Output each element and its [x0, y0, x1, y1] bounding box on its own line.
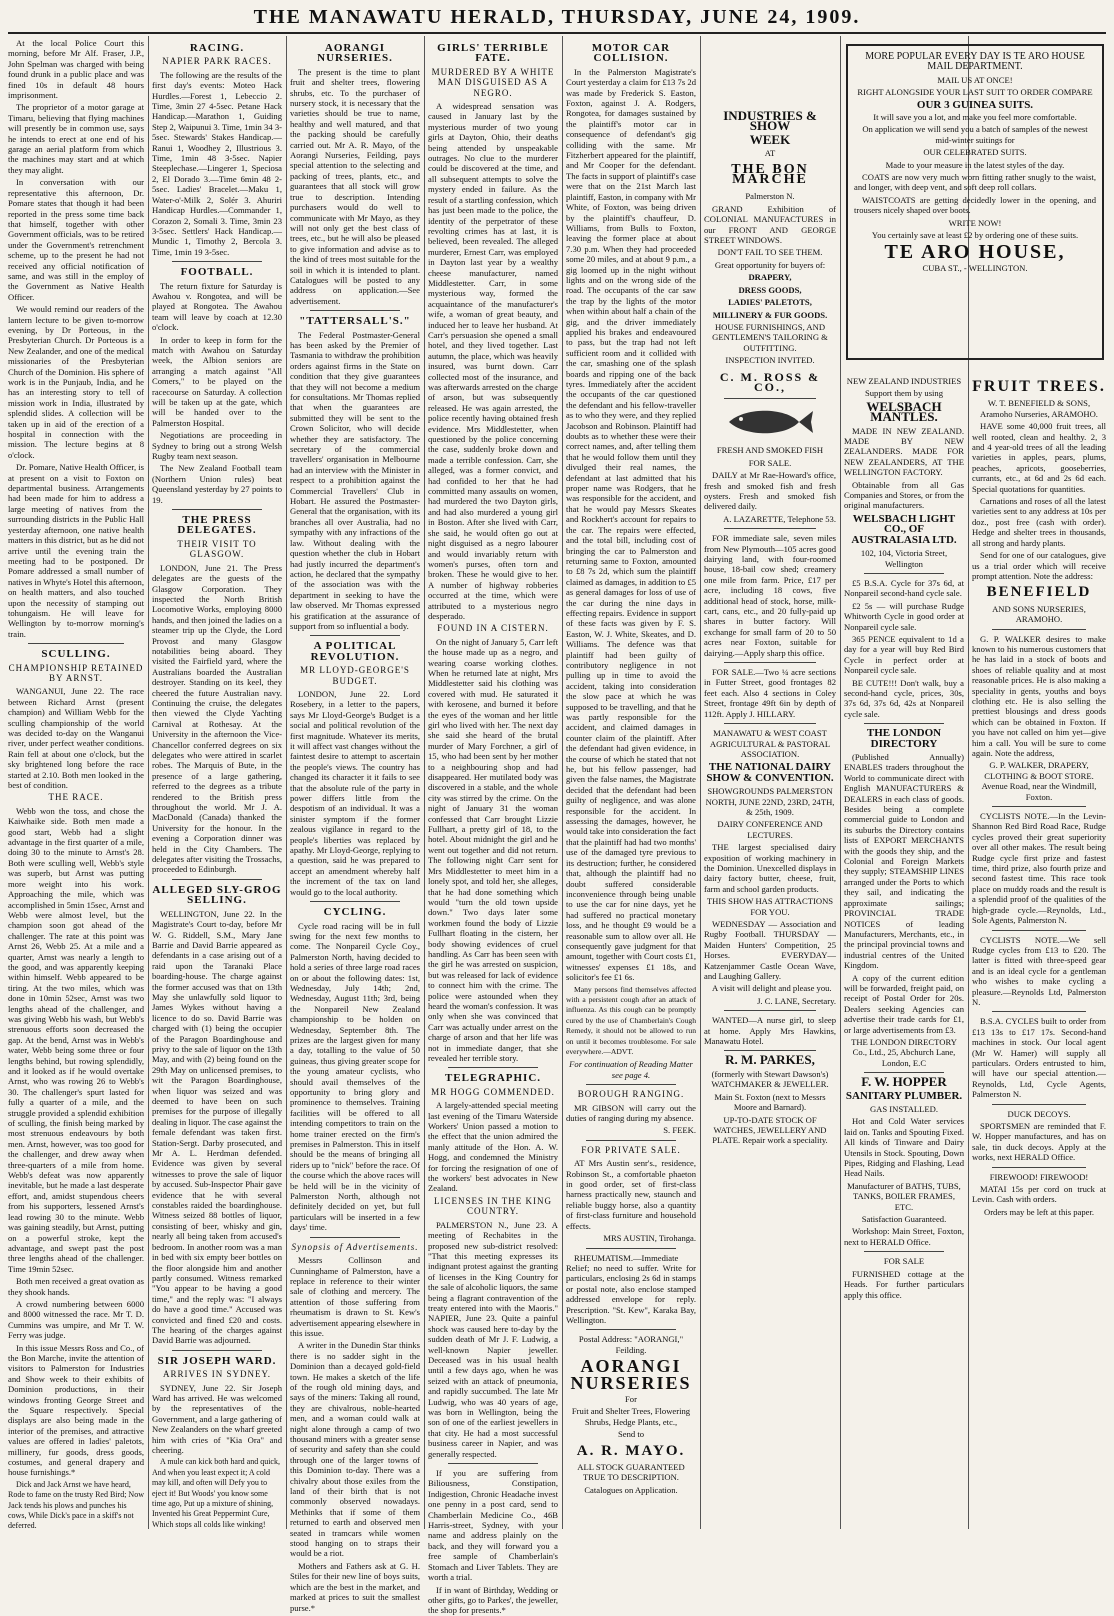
article-paragraph: Negotiations are proceeding in Sydney to bring out a strong Welsh Rugby team next season.	[152, 430, 282, 462]
article-paragraph: Messrs Collinson and Cunninghame of Palmerston, have a replace in reference to their winter sale of clothing and mercery. The attention of those suffering from rheumatism is drawn to St. Kew's advertisement appearing elsewhere in this issue.	[290, 1255, 420, 1338]
ad-title: OUR 3 GUINEA SUITS.	[916, 98, 1034, 111]
headline: RACING.	[189, 42, 245, 54]
divider	[448, 1067, 538, 1068]
divider	[864, 1251, 944, 1252]
ad-text: COATS are now very much worn fitting rather snugly to the waist, and longer, with deep vent, and soft deep roll collars.	[854, 172, 1096, 193]
ad-text: Send for one of our catalogues, give us a trial order which will receive prompt attention. Note the address:	[972, 550, 1106, 581]
ad-text: Catalogues on Application.	[584, 1484, 678, 1495]
article-paragraph: Webb won the toss, and chose the Kaiwhaike side. Both men made a good start, Webb had a slight advantage in the first quarter of a mile, doing 30 to the minute to Arnst's 28. Both were sculling well, Webb's style was superb, but Arnst was putting more weight into his work. Approaching the mile, which was accomplished in 5min 15sec, Arnst and Webb were almost level, but the champion soon got ahead of the challenger. The rate at this point was Arnst 26, Webb 25. At a mile and a quarter, Arnst was nearly a length to the good, and was apparently keeping within himself. Webb appeared to be tiring. At the two miles, which was done in 10min 52sec, Arnst was two lengths ahead of the challenger, and was giving Webb his wash, but Webb's strenuous efforts soon decreased the gap. At the bend, Arnst was in Webb's water, Webb being some three or four lengths behind, but rowing splendidly, and it looked as if he would overtake Arnst, who was rowing 26 to Webb's 30. The challenger's spurt lasted for fully a quarter of a mile, and the struggle provided a splendid exhibition of sculling, the finish being marked by most strenuous endeavours by both men. Arnst, however, was too good for the challenger, and drew away when three-quarters of a mile from home. Webb's defeat was now apparently inevitable, but he made a last desperate effort, and, amidst stupendous cheers from his supporters, lessened Arnst's lead rowing 30 to the minute. Webb was gaining steadily, but Arnst, putting on a powerful stroke, kept the advantage, and swept past the post three lengths ahead of the challenger. Time 19min 52sec.	[8, 805, 144, 1274]
subheadline: MURDERED BY A WHITE MAN DISGUISED AS A NEGRO.	[431, 66, 555, 98]
headline: TELEGRAPHIC.	[444, 1072, 542, 1085]
ad-text: WEDNESDAY — Association and Rugby Football. THURSDAY — Maiden Hunters' Competition, 25 Horses. EVERYDAY—Katzenjammer Castle Ocean Wave, and Laughing Gallery.	[704, 919, 836, 982]
headline: AORANGI NURSERIES.	[317, 42, 393, 65]
column-divider	[562, 36, 563, 1529]
column-4	[428, 38, 558, 1616]
ad-title: FRUIT TREES.	[972, 378, 1106, 395]
store-name: THE BON MARCHE	[731, 161, 809, 188]
ad-title: WELSBACH LIGHT CO., OF AUSTRALASIA LTD.	[851, 512, 957, 546]
ad-text: FOR immediate sale, seven miles from New Plymouth—105 acres good dairying land, with four-roomed house, 18-bail cow shed; creamery one mile from farm. Price, £17 per acre, including 18 cows, five additional head of stock, horse, milk-cart, cans, etc., and 20 fully-paid up shares in butter factory. Will exchange for small farm of 20 to 50 acres near Foxton, suitable for dairying.—Apply sharp this office.	[704, 533, 836, 658]
divider	[172, 261, 262, 262]
ad-text: 102, 104, Victoria Street, Wellington	[860, 548, 948, 569]
ad-text: Hot and Cold Water services laid on. Tanks and Spouting Fixed. All kinds of Tinware and Dairy Utensils in Stock. Spouting, Down Pipes, Ridging and Flashing, Lead Head Nails.	[844, 1116, 964, 1179]
ad-title: SANITARY PLUMBER.	[845, 1089, 963, 1102]
ad-signature: J. C. LANE, Secretary.	[757, 995, 836, 1006]
article-paragraph: WANGANUI, June 22. The race between Richard Arnst (present champion) and William Webb for the sculling championship of the world was decided to-day on the Wanganui river, under perfect weather conditions. Rain fell at about one o'clock, but the sky brightened long before the race started at 2.10. Both men looked in the best of condition.	[8, 686, 144, 791]
article-paragraph: A writer in the Dunedin Star thinks there is no sadder sight in the Dominion than a decayed gold-field town. He makes a sketch of the life of the rough old mining days, and says of the miners: Taking all round, they are chivalrous, noble-hearted men, and a woman could walk at night alone through a camp of two thousand miners with a greater sense of security and safety than she could through one of the larger towns of this Dominion to-day. There was a chivalry about those exiles from the land of their birth that is not commonly observed nowadays. Methinks that if some of them returned to earth and observed men seated in tramcars while women stood hanging on to straps their would be a riot.	[290, 1340, 420, 1559]
ad-list-item: MILLINERY & FUR GOODS.	[712, 309, 828, 320]
ad-heading: NEW ZEALAND INDUSTRIES	[846, 376, 962, 386]
ad-heading: FRESH AND SMOKED FISH	[716, 445, 824, 456]
ad-text: MR GIBSON will carry out the duties of ranging during my absence.	[566, 1102, 696, 1124]
divider	[586, 1084, 676, 1085]
column-1	[8, 38, 144, 1531]
ad-text: Obtainable from all Gas Companies and Stores, or from the original manufacturers.	[844, 479, 964, 511]
subheadline: ARRIVES IN SYDNEY.	[162, 1369, 272, 1380]
ad-title: NURSERIES	[570, 1372, 692, 1393]
ad-text: (formerly with Stewart Dawson's) WATCHMAKER & JEWELLER.	[711, 1068, 829, 1090]
ad-text: GAS INSTALLED.	[869, 1104, 939, 1114]
article-paragraph: In order to keep in form for the match with Awahou on Saturday week, the Albion seniors are arranging a match against "All Comers," to be played on the racecourse on Saturday. A collection will be taken up at the gate, which will be handed over to the Palmerston Hospital.	[152, 334, 282, 428]
ad-text: Workshop: Main Street, Foxton, next to HERALD Office.	[844, 1226, 964, 1247]
ad-title: F. W. HOPPER	[861, 1074, 947, 1090]
divider	[310, 635, 400, 636]
article-paragraph: Dr. Pomare, Native Health Officer, is at present on a visit to Foxton on departmental business. Arrangements had been made for him to address a large meeting of natives from the surrounding districts in the Public Hall yesterday afternoon, one native health matters in this district, but as he did not arrive until the evening train the meeting had to be postponed. Dr Pomare addressed a small number of natives in Whyte's Hotel this afternoon, on health matters, and also touched upon the necessity of stamping out tohungaism. He will leave for Wellington by to-morrow morning's train.	[8, 462, 144, 639]
ad-text: BE CUTE!!! Don't walk, buy a second-hand cycle, prices, 30s, 37s 6d, 37s 6d, 42s at Nonpareil cycle sale.	[844, 677, 964, 719]
masthead: THE MANAWATU HERALD, THURSDAY, JUNE 24, 1909.	[253, 6, 861, 28]
column-divider	[148, 36, 149, 1529]
article-paragraph: SYDNEY, June 22. Sir Joseph Ward has arrived. He was welcomed by the representatives of the Government, and a large gathering of New Zealanders on the wharf greeted him with cries of "Kia Ora" and cheering.	[152, 1382, 282, 1455]
column-divider	[286, 36, 287, 1529]
ad-heading: FOR SALE.	[748, 457, 792, 468]
ad-text: Orders may be left at this paper.	[983, 1206, 1094, 1217]
divider	[992, 930, 1086, 931]
column-divider	[700, 36, 701, 1529]
divider	[992, 1104, 1086, 1105]
ad-text: AND SONS NURSERIES, ARAMOHO.	[992, 603, 1086, 625]
te-aro-box	[846, 44, 1104, 360]
column-2	[152, 38, 282, 1528]
article-paragraph: If in want of Birthday, Wedding or other gifts, go to Parkes', the jeweller, the shop for presents.*	[428, 1584, 558, 1616]
ad-title: THE LONDON DIRECTORY	[866, 727, 942, 750]
ad-text: GRAND Exhibition of COLONIAL MANUFACTURES in our FRONT AND GEORGE STREET WINDOWS.	[704, 203, 836, 246]
column-8	[972, 376, 1106, 1526]
ad-text: Manufacturer of BATHS, TUBS, TANKS, BOILER FRAMES, ETC.	[847, 1180, 961, 1212]
ad-text: Main St. Foxton (next to Messrs Moore and Barnard).	[714, 1091, 826, 1113]
divider	[724, 723, 816, 724]
divider	[586, 1329, 676, 1330]
article-paragraph: We would remind our readers of the lantern lecture to be given to-morrow evening, by Dr Porteous, in the Presbyterian Church. Dr Porteous is a New Zealander, and one of the medical missionaries of the Presbyterian Church of the Dominion. His sphere of work is in the Punjaub, India, and he has an interesting story to tell of mission work in India, illustrated by splendid slides. A collection will be taken up in aid of the erection of a hospital in connection with the mission. The lecture begins at 8 o'clock.	[8, 304, 144, 460]
ad-title: INDUSTRIES & SHOW	[723, 108, 817, 134]
ad-text: AT	[764, 148, 776, 159]
ad-title: BENEFIELD	[986, 584, 1092, 601]
ad-list-item: LADIES' PALETOTS,	[728, 297, 812, 308]
article-paragraph: The Federal Postmaster-General has been asked by the Premier of Tasmania to withdraw the prohibition orders against firms in the State on condition that they give guarantees that they will not become a medium for consultations. Mr Thomas replied that when the guarantees are submitted they will be sent to the Crown Solicitor, who will decide whether they are satisfactory. The secretary of the commercial travellers' organisation in Melbourne had an interview with the Minister in respect to a prohibition against the Commercial Travellers' Club in Hobart. He assured the Postmaster-General that the organisation, with its branches all over Australia, had no sympathy with any infractions of the law. Without dealing with the question whether the club in Hobart had justly incurred the department's action, he declared that the sympathy of the association was with the department in seeking to have the law observed. Mr Thomas expressed his gratification at the assurance of support from so influential a body.	[290, 329, 420, 631]
ad-text: G. P. WALKER, DRAPERY, CLOTHING & BOOT STORE. Avenue Road, near the Windmill, Foxton.	[981, 760, 1097, 802]
column-divider	[424, 36, 425, 1529]
ad-text: INSPECTION INVITED.	[725, 355, 815, 366]
ad-text: RHEUMATISM.—Immediate Relief; no need to suffer. Write for particulars, enclosing 2s 6d in stamps or postal note, also enclose stamped addressed envelope for reply. Prescription. "St. Kew", Karaka Bay, Wellington.	[566, 1252, 696, 1325]
ad-text: ALL STOCK GUARANTEED TRUE TO DESCRIPTION.	[577, 1462, 685, 1483]
subheadline: THEIR VISIT TO GLASGOW.	[177, 538, 257, 560]
ad-text: Carnations and roses of all the latest varieties sent to any address at 10s per doz., post free (cash with order). Hedge and shelter trees in thousands, all strong and hardy plants.	[972, 496, 1106, 548]
article-paragraph: On the night of January 5, Carr left the house made up as a negro, and wearing coarse working clothes. When he returned late at night, Mrs Middlestetter said his clothing was covered with mud. He saturated it with kerosene, and burned it before the eyes of the woman and her little girl who lived with her. The next day she said she heard of the brutal murder of Mary Forchner, a girl of 15, who had been sent by her mother to a neighbouring shop and had disappeared. Her mutilated body was discovered in a stable, and the whole city was stirred by the crime. On the night of January 31 the woman confessed that Carr brought Lizzie Fullhart, a pretty girl of 18, to the hotel. About midnight the girl and he went out together and did not return. The following night Carr sent for Mrs Middlestetter to meet him in a lonely spot, and told her, she alleges, that he had done something which would "turn the old town upside down." Two days later some workmen found the body of Lizzie Fullhart floating in the cistern, her body showing evidences of cruel handling. As Carr has been seen with the girl he was arrested on suspicion, but was released for lack of evidence to connect him with the crime. The police were astounded when they heard the woman's confession. It was only when she was convinced that Carr was actually under arrest on the charge of arson and that her life was not in immediate danger, that she revealed her terrible story.	[428, 636, 558, 1063]
ad-text: £2 5s — will purchase Rudge Whitworth Cycle in good order at Nonpareil cycle sale.	[844, 600, 964, 632]
ad-text: THE largest specialised dairy exposition of working machinery in the Dominion. Unexcelled displays in dairy factory butter, cheese, fruit, farm and school garden products.	[704, 842, 836, 894]
ad-text: Send to	[617, 1429, 645, 1440]
ad-title: A. R. MAYO.	[576, 1442, 686, 1459]
column-3	[290, 38, 420, 1613]
article-paragraph: In conversation with our representative this afternoon, Dr. Pomare states that though it had been reported in the press some time back that himself, together with other Government officials, was to be retired under the Government's retrenchment scheme, up to the present he had not received any official notification of same, and was still in the employ of the Government as Native Health Officer.	[8, 177, 144, 302]
te-aro-ad	[844, 40, 1106, 370]
ad-text: Great opportunity for buyers of:	[714, 259, 826, 270]
column-5	[566, 38, 696, 1528]
ad-text: (Published Annually) ENABLES traders throughout the World to communicate direct with English MANUFACTURERS & DEALERS in each class of goods. Besides being a complete commercial guide to London and its suburbs the Directory contains lists of EXPORT MERCHANTS with the goods they ship, and the Colonial and Foreign Markets they supply; STEAMSHIP LINES arranged under the Ports to which they sail, and indicating the approximate sailings; PROVINCIAL TRADE NOTICES of leading Manufacturers, Merchants, etc., in the principal provincial towns and industrial centres of the United Kingdom.	[844, 752, 964, 971]
divider	[28, 643, 124, 644]
divider	[724, 398, 816, 399]
divider	[172, 879, 262, 880]
divider	[586, 1140, 676, 1141]
article-paragraph: Cycle road racing will be in full swing for the next few months to come. The Nonpareil Cycle Coy., Palmerston North, having decided to hold a series of three large road races on or about the following dates: 1st, Wednesday, July 14th; 2nd, Wednesday, August 11th; 3rd, being the Nonpareil New Zealand championship to be holden on Wednesday, September 8th. The prizes are the largest given for many a day, totalling to the value of 50 guineas, thus giving greater scope for the young amateur cyclists, who should avail themselves of the opportunity to bring glory and prominence to themselves. Training facilities will be offered to all intending competitors to train on the home trainer erected on the firm's premises in Palmerston. This in itself should be the means of bringing all riders up to "nick" before the race. Of the course which the above races will be held will be in the vicinity of Palmerston North, although not definitely decided on yet, but full particulars will be inserted in a few days' time.	[290, 920, 420, 1233]
ad-text: CYCLISTS NOTE.—In the Levin-Shannon Red Bird Road Race, Rudge cycles proved their great superiority over all other makes. The result being Rudge cycle first prize and fastest time, third prize, also fourth prize and second fastest time. This race took place on muddy roads and the result is a splendid proof of the qualities of the high-grade cycle.—Reynolds, Ltd., Sole Agents, Palmerston N.	[972, 811, 1106, 926]
ad-text: B.S.A. CYCLES built to order from £13 13s to £17 17s. Second-hand machines in stock. Our local agent (Mr W. Hamer) will supply all particulars. Orders entrusted to him, will have our special attention.—Reynolds, Ltd, Cycle Agents, Palmerston N.	[972, 1016, 1106, 1100]
ad-heading: BOROUGH RANGING.	[577, 1089, 685, 1100]
ad-list-item: DRESS GOODS,	[738, 284, 802, 295]
subheadline: FOUND IN A CISTERN.	[437, 623, 549, 634]
divider	[310, 310, 400, 311]
divider	[992, 1167, 1086, 1168]
divider	[724, 662, 816, 663]
ad-text: DON'T FAIL TO SEE THEM.	[717, 247, 823, 258]
ad-signature: S. FEEK.	[663, 1125, 696, 1136]
headline: GIRLS' TERRIBLE FATE.	[437, 42, 549, 65]
ad-text: SPORTSMEN are reminded that F. W. Hopper manufactures, and has on sale, tin duck decoys. Apply at the works, next HERALD Office.	[972, 1121, 1106, 1163]
headline: CYCLING.	[323, 906, 387, 919]
article-paragraph: At the local Police Court this morning, before Mr Alf. Fraser, J.P., John Spelman was charged with being found drunk in a public place and was fined 10s in default 48 hours imprisonment.	[8, 38, 144, 101]
ad-text: FURNISHED cottage at the Heads. For further particulars apply this office.	[844, 1268, 964, 1300]
article-paragraph: A largely-attended special meeting last evening of the Timaru Waterside Workers' Union passed a motion to the effect that the union admired the manly attitude of the Hon. A. W. Hogg, and condemned the Ministry for forcing the resignation of one of the workers' best advocates in New Zealand.	[428, 1100, 558, 1194]
divider	[172, 509, 262, 510]
divider	[172, 1350, 262, 1351]
column-divider	[840, 36, 841, 1529]
article-paragraph: The New Zealand Football team (Northern Union rules) beat Queensland yesterday by 27 points to 19.	[152, 463, 282, 505]
ad-text: G. P. WALKER desires to make known to his numerous customers that he has laid in a stock of boots and shoes of reliable quality and at most reasonable prices. He is also making a speciality in gents, youths and boys clothing etc. He is also selling the prettiest blousings and dress goods which can be obtained in Foxton. If you have not called on him yet—give him a call. You will be sure to come again. Note the address,	[972, 633, 1106, 758]
store-name: TE ARO HOUSE,	[884, 240, 1066, 263]
ad-text: For	[625, 1393, 637, 1404]
headline: SIR JOSEPH WARD.	[157, 1354, 277, 1367]
article-paragraph: WELLINGTON, June 22. In the Magistrate's Court to-day, before Mr W. G. Riddell, S.M., Mary Jane Barrie and David Barrie appeared as defendants in a case arising out of a raid upon the Taranaki Place boarding-house. The charge against the former accused was that on 13th May she unlawfully sold liquor to James Wykes without having a licence to do so. David Barrie was charged with (1) being the occupier of the Paragon Boardinghouse and privy to the sale of liquor on the 13th May, and with (2) being found on the 29th May on unlicensed premises, to wit the Paragon Boardinghouse, when liquor was seized and was deemed to have been on such premises for the purpose of illegally dealing in liquor. The case against the female defendant was taken first. Station-Sergt. Darby prosecuted, and Mr A. L. Herdman defended. Evidence was given by several witnesses to prove the sale of liquor by accused. Sub-Inspector Phair gave evidence that he with several constables raided the boardinghouse. Witness seized 88 bottles of liquor, consisting of beer, whisky and gin, nearly all being taken from accused's bedroom. In another room was a man in bed with six empty beer bottles on the floor alongside him and another partly consumed. Witness remarked "You appear to be having a good time," and the reply was: "I always do have a good time." Accused was convicted and fined £20 and costs. The hearing of the charges against David Barrie was adjourned.	[152, 908, 282, 1346]
ad-heading: FOR SALE	[883, 1256, 925, 1267]
headline: SCULLING.	[41, 648, 111, 661]
ad-text: DAILY at Mr Rae-Howard's office, fresh and smoked fish and fresh oysters. Fresh and smoked fish delivered daily.	[704, 470, 836, 512]
divider	[724, 528, 816, 529]
article-paragraph: Many persons find themselves affected with a persistent cough after an attack of influenza. As this cough can be promptly cured by the use of Chamberlain's Cough Remedy, it should not be allowed to run on until it becomes troublesome. For sale everywhere.—ADVT.	[566, 984, 696, 1056]
article-paragraph: The proprietor of a motor garage at Timaru, believing that flying machines will presently be in common use, says he intends to erect at one end of his garage an aerial platform from which the machines may start and at which they may alight.	[8, 102, 144, 175]
headline: MOTOR CAR COLLISION.	[591, 42, 671, 65]
divider	[724, 1050, 816, 1051]
divider	[448, 1463, 538, 1464]
divider	[864, 723, 944, 724]
article-paragraph: A widespread sensation was caused in January last by the mysterious murder of two young girls at Dayton, Ohio, their deaths being attended by unspeakable outrages. No clue to the murderer could be discovered at the time, and all subsequent attempts to solve the mystery ended in failure. As the result of a startling confession, which has just been made to the police, the identity of the perpetrator of these revolting crimes has at last, it is believed, been revealed. The alleged murderer, Ernest Carr, was employed in Dayton last year by a wealthy cheese manufacturer, named Middlestetter. Carr, in some mysterious way, formed the acquaintance of the manufacturer's wife, a woman of great beauty, and induced her to leave her husband. At Carr's persuasion she opened a small hotel, and they lived together. Last autumn, the place, which was heavily insured, was burnt down. Carr collected most of the insurance, and was afterwards arrested on the charge of arson, but was subsequently released. He was again arrested, the police recently having obtained fresh evidence. Mrs Middlestetter, when questioned by the police concerning the case, suddenly broke down and made a terrible confession. Carr, she alleged, was a former convict, and had confided to her that he had committed many assaults on women, had murdered the two Dayton girls, and had also murdered a young girl in Boston. After she lived with Carr, she said, he would often go out at night disguised as a negro labourer and would invariably return with women's purses, often torn and broken. These he would give to her. A number of highway robberies occurred at the time, which were attributed to a mysterious negro desperado.	[428, 101, 558, 621]
headline: "TATTERSALL'S."	[299, 315, 411, 328]
ad-text: MAIL US AT ONCE!	[937, 74, 1013, 85]
ad-text: It will save you a lot, and make you feel more comfortable.	[873, 112, 1077, 123]
ad-text: DAIRY CONFERENCE AND LECTURES.	[717, 819, 823, 840]
ad-text: W. T. BENEFIELD & SONS, Aramoho Nurseries, ARAMOHO.	[980, 398, 1098, 419]
ad-text: Satisfaction Guaranteed.	[861, 1214, 947, 1225]
ad-text: CYCLISTS NOTE.—We sell Rudge cycles from £13 to £20. The latter is fitted with three-speed gear and is an ideal cycle for a gentleman who wishes to make cycling a pleasure.—Reynolds Ltd, Palmerston N.	[972, 934, 1106, 1007]
ad-text: OUR CELEBRATED SUITS.	[923, 147, 1027, 158]
ad-heading: DUCK DECOYS.	[1007, 1108, 1071, 1119]
ad-text: You certainly save at least £2 by ordering one of these suits.	[871, 230, 1079, 241]
ad-text: HAVE some 40,000 fruit trees, all well rooted, clean and healthy. 2, 3 and 4 year-old trees of all the leading varieties in apples, pears, plums, peaches, apricots, gooseberries, currants, etc., at 6d and 2s 6d each. Special quotations for quantities.	[972, 421, 1106, 494]
divider	[992, 629, 1086, 630]
headline: A POLITICAL REVOLUTION.	[310, 640, 400, 663]
divider	[864, 1072, 944, 1073]
ad-text: SHOWGROUNDS PALMERSTON NORTH, JUNE 22ND, 23RD, 24TH, & 25th, 1909.	[705, 786, 835, 817]
column-6	[704, 38, 836, 1528]
ad-title: WELSBACH MANTLES.	[866, 398, 942, 425]
ad-text: CUBA ST., - WELLINGTON.	[922, 262, 1028, 273]
ad-title: C. M. ROSS & CO.,	[719, 369, 821, 394]
ad-text: Fruit and Shelter Trees, Flowering Shrubs, Hedge Plants, etc.,	[571, 1406, 691, 1427]
continuation-note: For continuation of Reading Matter see page 4.	[569, 1059, 693, 1080]
ad-list-item: DRAPERY,	[748, 272, 792, 283]
divider	[724, 1010, 816, 1011]
subheadline: MR LLOYD-GEORGE'S BUDGET.	[300, 665, 410, 686]
headline: THE PRESS DELEGATES.	[177, 514, 257, 537]
ad-title: THE NATIONAL DAIRY SHOW & CONVENTION.	[706, 761, 834, 784]
ad-text: UP-TO-DATE STOCK OF WATCHES, JEWELLERY AND PLATE. Repair work a speciality.	[712, 1114, 828, 1146]
article-paragraph: Both men received a great ovation as they shook hands.	[8, 1276, 144, 1297]
subheadline: MR HOGG COMMENDED.	[431, 1086, 555, 1097]
ad-text: A copy of the current edition will be forwarded, freight paid, on receipt of Postal Order for 20s. Dealers seeking Agencies can advertise their trade cards for £1, or large advertisements from £3.	[844, 972, 964, 1035]
column-7	[844, 376, 964, 1526]
article-paragraph: LONDON, June 21. The Press delegates are the guests of the Glasgow Corporation. They inspected the North British Locomotive Works, employing 8000 hands, and then joined the ladies on a steamer trip up the Clyde, the Lord Provost and many Glasgow notabilities being aboard. They visited the Fairfield yard, where the Australians boarded the Australian destroyer. Standing on its keel, they cheered the future Australian navy. Continuing the cruise, the delegates then viewed the Clyde Yachting Carnival at Rothesay. At the University in the afternoon the Vice-Chancellor conferred degrees on six delegates who were attired in scarlet robes. The Marquis of Bute, in the presence of a large gathering, referred to the degrees as a tribute rendered to the British press throughout the world. Mr J. A. MacDonald (Canada) thanked the University for the honour. In the evening a Corporation dinner was held in the City Chambers. The delegates after visiting the Trossachs, proceeded to Edinburgh.	[152, 562, 282, 875]
ad-text: 365 PENCE equivalent to 1d a day for a year will buy Red Bird Cycle in perfect order at Nonpareil cycle sale.	[844, 633, 964, 676]
ad-text: MADE IN NEW ZEALAND. MADE BY NEW ZEALANDERS. MADE FOR NEW ZEALANDERS, AT THE WELLINGTON FACTORY.	[844, 425, 964, 478]
divider	[992, 806, 1086, 807]
ad-text: HOUSE FURNISHINGS, AND GENTLEMEN'S TAILORING & OUTFITTING.	[712, 321, 828, 353]
divider	[310, 901, 400, 902]
masthead-rule	[8, 32, 1106, 34]
ad-text: RIGHT ALONGSIDE YOUR LAST SUIT TO ORDER COMPARE	[857, 87, 1093, 98]
ad-text: A visit will delight and please you.	[712, 983, 832, 994]
fish-icon	[725, 405, 815, 439]
ad-text: Palmerston N.	[745, 191, 795, 202]
subheadline: LICENSES IN THE KING COUNTRY.	[433, 1195, 553, 1217]
ad-signature: A. LAZARETTE, Telephone 53.	[723, 513, 836, 524]
article-paragraph: In this issue Messrs Ross and Co., of the Bon Marche, invite the attention of visitors to Palmerston for Industries and Show week to their exhibits of Dominion productions, in their windows fronting George Street and the Square respectively. Special displays are also being made in the interior of the premises, and attractive values are offered in ladies' paletots, millinery, fur goods, dress goods, costumes, and general drapery and house furnishings.*	[8, 1342, 144, 1478]
article-paragraph: The present is the time to plant fruit and shelter trees, flowering shrubs, etc. To the purchaser of nursery stock, it is necessary that the varieties should be true to name, healthy and well matured, and that the packing should be carefully carried out. Mr A. R. Mayo, of the Aorangi Nurseries, Feilding, pays special attention to the selecting and packing of trees, plants, etc., and guarantees that all stock will grow true to description. Intending purchasers would do well to communicate with Mr Mayo, as they will not only get the best class of trees, etc., but he will also be pleased to give information and advise as to the kind of trees most suitable for the soil in which it is intended to plant. Catalogues will be posted to any address on application.—See advertisement.	[290, 66, 420, 306]
ad-text: £5 B.S.A. Cycle for 37s 6d, at Nonpareil second-hand cycle sale.	[844, 577, 964, 599]
article-paragraph: A crowd numbering between 6000 and 8000 witnessed the race. Mr T. D. Cummins was umpire, and Mr T. W. Ferry was judge.	[8, 1298, 144, 1341]
subheadline: NAPIER PARK RACES.	[162, 56, 272, 67]
ad-text: On application we will send you a batch of samples of the newest mid-winter suitings for	[862, 124, 1088, 145]
ad-heading: FOR PRIVATE SALE.	[581, 1144, 681, 1155]
ad-heading: FIREWOOD! FIREWOOD!	[989, 1171, 1089, 1182]
poem: A mule can kick both hard and quick, And when you least expect it; A cold may kill, and often will Defy you to eject it! But Woods' you know some time ago, Put up a mixture of shining, Invented his Great Peppermint Cure, Which stops all colds like winking!	[152, 1457, 280, 1529]
subheadline: THE RACE.	[48, 792, 104, 803]
ad-title: WEEK	[749, 131, 791, 147]
ad-title: AORANGI	[580, 1356, 682, 1377]
ad-text: AT Mrs Austin senr's., residence, Robinson St., a comfortable phaeton in good order, set of first-class harness practically new, staunch and reliable buggy horse, also a quantity of first-class furniture and household effects.	[566, 1158, 696, 1231]
article-paragraph: LONDON, June 22. Lord Rosebery, in a letter to the papers, says Mr Lloyd-George's Budget is a social and political revolution of the first magnitude. Whatever its merits, it will affect vast changes without the faintest desire to attempt to ascertain the people's views. The country has changed its character it it fails to see that the absolute rule of the party in power differs little from the despotism of an individual. It was a sinister symptom if the former zealous vigilance in regard to the people's liberties was replaced by apathy. Mr Lloyd-George, replying to a question, said he was prepared to accept an amendment whereby half the increment of the tax on land would go to the local authority.	[290, 688, 420, 897]
article-paragraph: If you are suffering from Biliousness, Constipation, Indigestion, Chronic Headache invest one penny in a post card, send to Chamberlain Medicine Co., 46B Harris-street, Sydney, with your name and address plainly on the back, and they will forward you a free sample of Chamberlain's Stomach and Liver Tablets. They are worth a trial.	[428, 1468, 558, 1583]
headline: FOOTBALL.	[180, 266, 254, 279]
ad-heading: MORE POPULAR EVERY DAY IS TE ARO HOUSE MAIL DEPARTMENT.	[865, 51, 1085, 73]
ad-signature: MRS AUSTIN, Tirohanga.	[603, 1233, 696, 1244]
ad-text: WANTED—A nurse girl, to sleep at home. Apply Mrs Hawkins, Manawatu Hotel.	[704, 1015, 836, 1047]
headline: ALLEGED SLY-GROG SELLING.	[152, 883, 282, 907]
article-paragraph: The return fixture for Saturday is Awahou v. Rongotea, and will be played at Rongotea. The Awahou team will leave by coach at 12.30 o'clock.	[152, 280, 282, 333]
ad-text: THE LONDON DIRECTORY Co., Ltd., 25, Abchurch Lane, London, E.C	[851, 1036, 957, 1068]
ad-text: WRITE NOW!	[948, 217, 1002, 228]
divider	[310, 1237, 400, 1238]
divider	[864, 573, 944, 574]
article-paragraph: PALMERSTON N., June 23. A meeting of Rechabites in the proposed new sub-district resolved: "That this meeting expresses its indignant protest against the granting of licenses in the King Country for the sale of alcoholic liquors, the same being a flagrant contravention of the treaty entered into with the Maoris." NAPIER, June 23. Quite a painful shock was caused here to-day by the sudden death of Mr J. F. Ludwig, a well-known Napier jeweller. Deceased was in his usual health until a few days ago, when he was seized with an attack of pneumonia, and rapidly succumbed. The late Mr Ludwig, who was 40 years of age, was born in Wellington, being the son of one of the earliest jewellers in that city. He had a most successful business career in Napier, and was generally respected.	[428, 1219, 558, 1459]
ad-text: Postal Address: "AORANGI," Feilding.	[578, 1334, 684, 1355]
subheadline: Synopsis of Advertisements.	[291, 1241, 419, 1252]
divider	[992, 1011, 1086, 1012]
subheadline: CHAMPIONSHIP RETAINED BY ARNST.	[8, 662, 144, 683]
ad-title: R. M. PARKES,	[725, 1052, 815, 1068]
article-paragraph: In the Palmerston Magistrate's Court yesterday a claim for £13 7s 2d was made by Frederick S. Easton, Foxton, against J. A. Rodgers, Rongotea, for damages sustained by the plaintiff's motor car in consequence of defendant's gig colliding with the same. Mr Fitzherbert appeared for the plaintiff, and Mr Cooper for the defendant. The facts in support of plaintiff's case were that on the 21st March last plaintiff, Easton, in company with Mr White, of Foxton, was being driven by the plaintiff's chauffeur, D. Williams, from Bulls to Foxton, leaving the former place at about 7.30 p.m. When they had proceeded some 20 miles, and at about 9 p.m., a gig loomed up in the night without lights and on the wrong side of the road. The occupants of the car saw the trap by the lights of the motor when within about half a chain of the gig, and the driver immediately applied his brakes and endeavoured to pass, but the trap had not left sufficient room and it collided with the car, smashing one of the splash boards and ripping one of the back tyres. Immediately after the accident the occupants of the car questioned the defendant and his fellow-traveller as to who they were, and they replied Jacobson and Robinson. Plaintiff had doubts as to whether these were their correct names, and, after telling them that he would follow them until they divulged their real names, the defendant at last admitted that his proper name was Rodgers, that he was responsible for the accident, and that he would pay Messrs Skeates and Rockhert's account for repairs to the car. The repairs were effected, and the total bill, including cost of bringing the car to Palmerston and returning same to Foxton, amounted to £8 7s 2d, which sum the plaintiff claimed as damages, in addition to £5 as general damages for loss of use of the car during the nine days in effecting repairs. Evidence in support of these facts was given by F. S. Easton, W. J. White, Skeates, and D. Williams. The defence was that plaintiff had been guilty of contributory negligence in not pulling up in time to avoid the accident, taking into consideration the slow pace at which he was supposed to be travelling, and that he was partly responsible for the accident, and claimed damages in counter claim of the plaintiff. After the defendant had given evidence, in the course of which he stated that not he, but his fellow passenger, had given the false names, the Magistrate decided that the defendant had been guilty of negligence, and was alone responsible for the accident. In assessing the damages, however, he would take into consideration the fact that the plaintiff had had two months' use of the damaged tyre previous to its destruction; further, he considered that, although the plaintiff had no doubt suffered considerable inconvenience through being unable to use the car for nine days, yet he had suffered no practical monetary loss, and he thought £9 would be a reasonable sum to allow over all. He consequently gave judgment for that amount, together with Court costs £1, witnesses' expenses £1 18s, and solicitor's fee £1 6s.	[566, 66, 696, 983]
ad-text: MATAI 15s per cord on truck at Levin. Cash with orders.	[972, 1184, 1106, 1205]
poem: Dick and Jack Arnst we have heard, Rode to fame on the trusty Red Bird; Now Jack tends his plows and punches his cows, While Dick's pace in a skiff's not deferred.	[8, 1479, 144, 1531]
ad-text: WAISTCOATS are getting decidedly lower in the opening, and trousers nicely shaped over boots.	[854, 194, 1096, 216]
article-paragraph: The following are the results of the first day's events: Moteo Hack Hurdles.—Forest 1, Lebeccio 2. Time, 3min 27 4-5sec. Petane Hack Handicap.—Marathon 1, Guiding Step 2, Waipunui 3. Time, 1min 34 3-5sec. Stewards' Stakes Handicap.—Ranui 1, Woodhey 2, Illustrious 3. Time, 1min 48 3-5sec. Napier Steeplechase.—Lingerer 1, Speciosa 2, El Dorado 3.—Time 6min 48 2-5sec. Ladies' Bracelet.—Maku 1, Water-o'-Milk 2, Solér 3. Ahuriri Handicap Hurdles.—Commander 1, Corazon 2, Somali 3. Time, 3min 23 3-5sec. Settlers' Hack Handicap.—Mundic 1, Timothy 2, Bercola 3. Time, 1min 19 3-5sec.	[152, 69, 282, 257]
divider	[586, 1248, 676, 1249]
ad-text: Support them by using	[864, 388, 944, 399]
ad-heading: MANAWATU & WEST COAST AGRICULTURAL & PASTORAL ASSOCIATION.	[709, 728, 831, 759]
ad-text: Made to your measure in the latest styles of the day.	[885, 159, 1065, 170]
ad-text: THIS SHOW HAS ATTRACTIONS FOR YOU.	[706, 896, 834, 917]
ad-text: FOR SALE.—Two ¼ acre sections in Futter Street, good frontages 82 feet each. Also 4 sections in Coley Street, frontage 49ft 6in by depth of 112ft. Apply J. HILLARY.	[704, 667, 836, 719]
article-paragraph: Mothers and Fathers ask at G. H. Stiles for their new line of boys suits, which are the best in the market, and marked at prices to suit the smallest purse.*	[290, 1560, 420, 1613]
